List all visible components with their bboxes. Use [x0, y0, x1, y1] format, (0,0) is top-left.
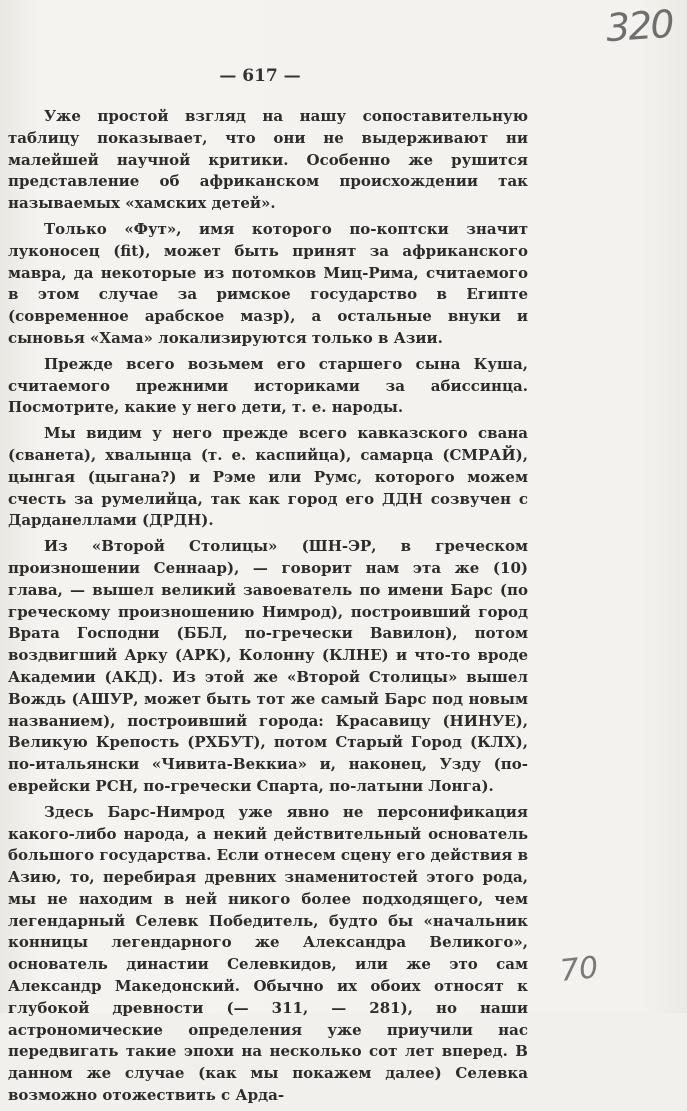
- paragraph-6: Здесь Барс-Нимрод уже явно не персонификация какого-либо народа, а некий действительный основатель большого государства. Если отнесем сцену его действия в Азию, то, перебирая древних знаменитостей этого рода, мы не находим в ней никого более подходящего, чем легендарный Селевк Победитель, будто бы «начальник конницы легендарного же Александра Великого», основатель династии Селевкидов, или же это сам Александр Македонский. Обычно их обоих относят к глубокой древности (— 311, — 281), но наши астрономические определения уже приучили нас передвигать такие эпохи на несколько сот лет вперед. В данном же случае (как мы покажем далее) Селевка возможно отожествить с Арда-: [8, 802, 528, 1105]
- handwritten-annotation-bottom: 70: [558, 950, 600, 989]
- paragraph-5: Из «Второй Столицы» (ШН-ЭР, в греческом произношении Сеннаар), — говорит нам эта же (10) глава, — вышел великий завоеватель по имени Барс (по греческому произношению Нимрод), построивший город Врата Господни (ББЛ, по-гречески Вавилон), потом воздвигший Арку (АРК), Колонну (КЛНЕ) и что-то вроде Академии (АКД). Из этой же «Второй Столицы» вышел Вождь (АШУР, может быть тот же самый Барс под новым названием), построивший города: Красавицу (НИНУЕ), Великую Крепость (РХБУТ), потом Старый Город (КЛХ), по-итальянски «Чивита-Веккиа» и, наконец, Узду (по-еврейски РСН, по-гречески Спарта, по-латыни Лонга).: [8, 537, 528, 795]
- paragraph-2: Только «Фут», имя которого по-коптски значит луконосец (fit), может быть принят за африканского мавра, да некоторые из потомков Миц-Рима, считаемого в этом случае за римское государство в Египте (современное арабское мазр), а остальные внуки и сыновья «Хама» локализируются только в Азии.: [8, 219, 528, 347]
- page-number: — 617 —: [219, 66, 301, 86]
- body-text: [8, 106, 528, 1111]
- paragraph-3: Прежде всего возьмем его старшего сына Куша, считаемого прежними историками за абиссинца. Посмотрите, какие у него дети, т. е. народы.: [8, 354, 528, 417]
- handwritten-annotation-top: 320: [605, 1, 675, 51]
- paragraph-1: Уже простой взгляд на нашу сопоставительную таблицу показывает, что они не выдерживают ни малейшей научной критики. Особенно же рушится представление об африканском происхождении так называемых «хамских детей».: [8, 107, 528, 213]
- paragraph-4: Мы видим у него прежде всего кавказского свана (сванета), хвалынца (т. е. каспийца), самарца (СМРАЙ), цынгая (цыгана?) и Рэме или Румс, которого можем счесть за румелийца, так как город его ДДН созвучен с Дарданеллами (ДРДН).: [8, 424, 528, 530]
